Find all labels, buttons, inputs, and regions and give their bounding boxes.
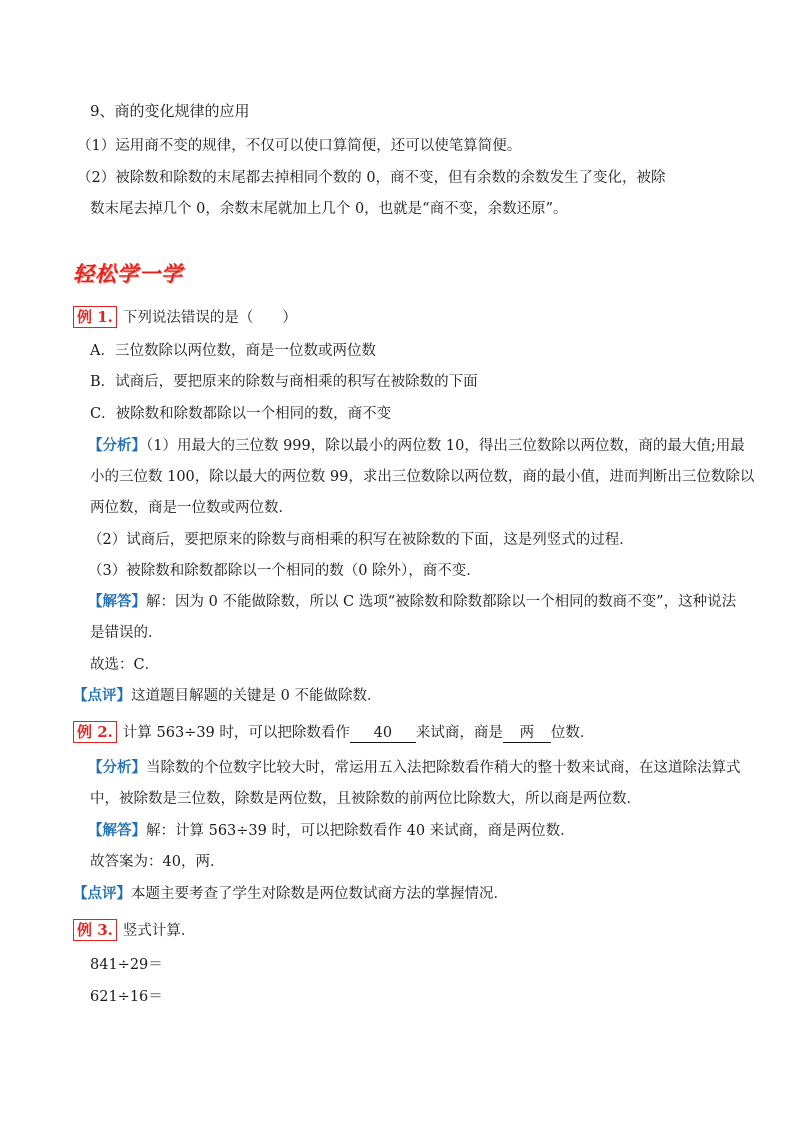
example-1-analysis-line5: （3）被除数和除数都除以一个相同的数（0 除外），商不变． bbox=[88, 563, 481, 579]
blank-digits: 两 bbox=[503, 724, 551, 743]
comment-tag: 【点评】 bbox=[73, 885, 131, 902]
example-3-question: 例 3. 竖式计算． bbox=[73, 919, 195, 941]
example-1-analysis-line4: （2）试商后，要把原来的除数与商相乘的积写在被除数的下面，这是列竖式的过程． bbox=[88, 532, 634, 548]
example-1-comment: 【点评】这道题目解题的关键是 0 不能做除数． bbox=[73, 687, 382, 704]
example-3-equation-1: 841÷29＝ bbox=[90, 957, 163, 973]
example-2-solution: 【解答】解：计算 563÷39 时，可以把除数看作 40 来试商，商是两位数． bbox=[88, 822, 575, 839]
rule-point-2-line1: （2）被除数和除数的末尾都去掉相同个数的 0，商不变，但有余数的余数发生了变化，被除 bbox=[77, 170, 666, 186]
example-2-tag: 例 2. bbox=[73, 721, 117, 743]
blank-divisor: 40 bbox=[350, 724, 416, 743]
example-1-option-b: B．试商后，要把原来的除数与商相乘的积写在被除数的下面 bbox=[90, 374, 478, 390]
example-2-analysis-line2: 中，被除数是三位数，除数是两位数，且被除数的前两位比除数大，所以商是两位数． bbox=[90, 791, 641, 807]
analysis-tag: 【分析】 bbox=[88, 437, 146, 454]
section-title-easy-learn: 轻松学一学 bbox=[73, 262, 183, 286]
example-3-equation-2: 621÷16＝ bbox=[90, 989, 163, 1005]
rule-point-2-line2: 数末尾去掉几个 0，余数末尾就加上几个 0，也就是“商不变，余数还原”。 bbox=[90, 201, 568, 217]
rule-point-1: （1）运用商不变的规律，不仅可以使口算简便，还可以使笔算简便。 bbox=[77, 138, 522, 154]
example-2-question: 例 2. 计算 563÷39 时，可以把除数看作 40 来试商，商是 两 位数． bbox=[73, 721, 594, 743]
example-2-analysis-line1: 【分析】当除数的个位数字比较大时，常运用五入法把除数看作稍大的整十数来试商，在这道除法算式 bbox=[88, 759, 741, 776]
section-9-heading: 9、商的变化规律的应用 bbox=[90, 102, 250, 120]
example-1-option-a: A．三位数除以两位数，商是一位数或两位数 bbox=[90, 343, 376, 359]
answer-tag: 【解答】 bbox=[88, 822, 146, 839]
example-1-solution-line2: 是错误的． bbox=[90, 625, 163, 641]
example-1-solution-line1: 【解答】解：因为 0 不能做除数，所以 C 选项“被除数和除数都除以一个相同的数商不变”，这种说法 bbox=[88, 593, 737, 610]
example-1-option-c: C．被除数和除数都除以一个相同的数，商不变 bbox=[90, 406, 392, 422]
example-2-answer: 故答案为：40，两． bbox=[90, 854, 225, 870]
example-1-analysis-line3: 两位数，商是一位数或两位数． bbox=[90, 500, 293, 516]
comment-tag: 【点评】 bbox=[73, 687, 131, 704]
example-1-tag: 例 1. bbox=[73, 306, 117, 328]
example-2-comment: 【点评】本题主要考查了学生对除数是两位数试商方法的掌握情况． bbox=[73, 885, 508, 902]
example-1-analysis-line2: 小的三位数 100，除以最大的两位数 99，求出三位数除以两位数，商的最小值，进而判断出三位数除以 bbox=[90, 469, 755, 485]
answer-tag: 【解答】 bbox=[88, 593, 146, 610]
example-1-question: 例 1. 下列说法错误的是（ ） bbox=[73, 306, 297, 328]
analysis-tag: 【分析】 bbox=[88, 759, 146, 776]
example-1-choice: 故选：C． bbox=[90, 657, 160, 673]
example-3-tag: 例 3. bbox=[73, 919, 117, 941]
example-1-analysis-line1: 【分析】（1）用最大的三位数 999，除以最小的两位数 10，得出三位数除以两位数，商的最大值;用最 bbox=[88, 437, 745, 454]
